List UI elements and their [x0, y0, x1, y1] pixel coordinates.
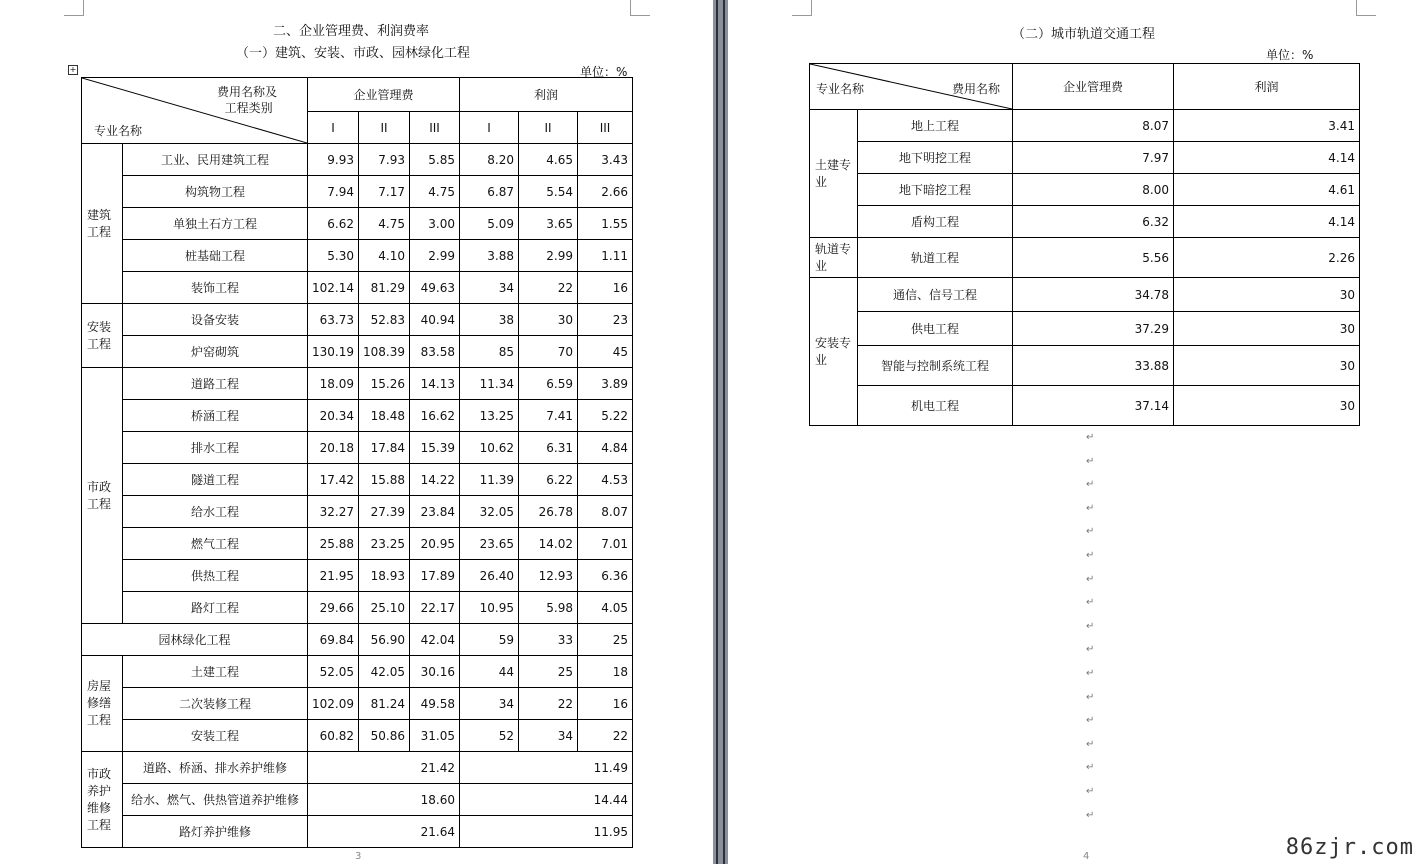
rate-value: 15.88 [359, 464, 410, 496]
header-category: II [359, 112, 410, 144]
rate-value: 3.41 [1174, 110, 1360, 142]
rate-value: 5.85 [410, 144, 460, 176]
rate-value: 1.55 [578, 208, 633, 240]
rate-value: 30 [1174, 346, 1360, 386]
diagonal-header-cell [82, 78, 308, 144]
paragraph-mark-icon: ↵ [1086, 597, 1095, 609]
rate-value: 8.07 [1013, 110, 1174, 142]
paragraph-mark-icon: ↵ [1086, 738, 1095, 750]
rate-value: 11.39 [460, 464, 519, 496]
paragraph-mark-icon: ↵ [1086, 526, 1095, 538]
rate-value: 18.93 [359, 560, 410, 592]
table-row [82, 560, 633, 592]
table-row [82, 624, 633, 656]
item-name: 桩基础工程 [123, 240, 308, 272]
header-fee-name-line2: 工程类别 [224, 101, 273, 115]
rate-value: 5.09 [460, 208, 519, 240]
item-name: 二次装修工程 [123, 688, 308, 720]
rate-value: 81.29 [359, 272, 410, 304]
table-row [82, 496, 633, 528]
rate-value-merged: 11.95 [460, 816, 633, 848]
item-name: 道路、桥涵、排水养护维修 [123, 752, 308, 784]
margin-corner-mark [792, 0, 812, 16]
rate-value: 16.62 [410, 400, 460, 432]
rate-value: 44 [460, 656, 519, 688]
table-row [82, 688, 633, 720]
table-row [82, 240, 633, 272]
paragraph-mark-icon: ↵ [1086, 432, 1095, 443]
rate-value-merged: 21.42 [308, 752, 460, 784]
rate-value: 38 [460, 304, 519, 336]
item-name: 给水工程 [123, 496, 308, 528]
rate-value: 2.66 [578, 176, 633, 208]
item-name: 隧道工程 [123, 464, 308, 496]
rate-value: 10.95 [460, 592, 519, 624]
document-page-4 [728, 0, 1420, 864]
paragraph-mark-icon: ↵ [1086, 809, 1095, 821]
item-name: 路灯养护维修 [123, 816, 308, 848]
rate-value-merged: 18.60 [308, 784, 460, 816]
rate-value: 22 [519, 272, 578, 304]
rate-value: 7.93 [359, 144, 410, 176]
rate-value: 15.39 [410, 432, 460, 464]
rate-value: 130.19 [308, 336, 359, 368]
table-row [82, 816, 633, 848]
rate-value: 22 [578, 720, 633, 752]
rate-value: 17.42 [308, 464, 359, 496]
rate-value: 22 [519, 688, 578, 720]
rate-value: 17.89 [410, 560, 460, 592]
table-header-row [82, 78, 633, 112]
margin-corner-mark [630, 0, 650, 16]
rate-value: 45 [578, 336, 633, 368]
group-label: 市政工程 [82, 368, 123, 624]
rate-value: 18.09 [308, 368, 359, 400]
group-label: 土建专业 [810, 110, 858, 238]
page-number: 3 [355, 851, 362, 862]
paragraph-mark-icon: ↵ [1086, 620, 1095, 632]
header-category: III [578, 112, 633, 144]
rate-value: 4.10 [359, 240, 410, 272]
rate-value: 20.34 [308, 400, 359, 432]
rate-value: 5.98 [519, 592, 578, 624]
rate-value: 3.65 [519, 208, 578, 240]
rate-value: 4.61 [1174, 174, 1360, 206]
rate-value: 18.48 [359, 400, 410, 432]
rate-value: 4.84 [578, 432, 633, 464]
table-row [82, 272, 633, 304]
rate-value: 14.02 [519, 528, 578, 560]
item-name: 机电工程 [858, 386, 1013, 426]
rate-value: 25 [519, 656, 578, 688]
diagonal-header-cell [810, 64, 1013, 110]
rate-value: 2.26 [1174, 238, 1360, 278]
rate-value: 8.07 [578, 496, 633, 528]
table-row [82, 528, 633, 560]
item-name: 排水工程 [123, 432, 308, 464]
table-row [810, 142, 1360, 174]
paragraph-mark-icon: ↵ [1086, 691, 1095, 703]
rate-value: 3.43 [578, 144, 633, 176]
item-name: 园林绿化工程 [82, 624, 308, 656]
header-specialty: 专业名称 [94, 124, 143, 138]
item-name: 智能与控制系统工程 [858, 346, 1013, 386]
header-category: III [410, 112, 460, 144]
table-row [82, 176, 633, 208]
rate-value: 60.82 [308, 720, 359, 752]
group-label: 安装专业 [810, 278, 858, 426]
rate-value: 83.58 [410, 336, 460, 368]
fee-rate-table-rail-transit [809, 63, 1360, 426]
rate-value: 7.17 [359, 176, 410, 208]
item-name: 道路工程 [123, 368, 308, 400]
rate-value: 4.75 [410, 176, 460, 208]
item-name: 土建工程 [123, 656, 308, 688]
table-row [810, 386, 1360, 426]
rate-value: 34 [519, 720, 578, 752]
rate-value: 22.17 [410, 592, 460, 624]
table-row [810, 238, 1360, 278]
item-name: 装饰工程 [123, 272, 308, 304]
rate-value: 33.88 [1013, 346, 1174, 386]
paragraph-mark-icon: ↵ [1086, 502, 1095, 514]
header-management-fee: 企业管理费 [308, 78, 460, 112]
fee-rate-table-construction [81, 77, 633, 848]
rate-value: 31.05 [410, 720, 460, 752]
rate-value: 4.14 [1174, 142, 1360, 174]
rate-value: 30 [1174, 278, 1360, 312]
rate-value: 34 [460, 688, 519, 720]
group-label: 建筑工程 [82, 144, 123, 304]
rate-value: 8.20 [460, 144, 519, 176]
section-title: 二、企业管理费、利润费率 [273, 24, 430, 39]
table-row [82, 720, 633, 752]
margin-corner-mark [64, 0, 84, 16]
table-row [82, 304, 633, 336]
rate-value: 50.86 [359, 720, 410, 752]
subsection-title: （二）城市轨道交通工程 [1012, 27, 1156, 42]
rate-value: 20.18 [308, 432, 359, 464]
item-name: 单独土石方工程 [123, 208, 308, 240]
table-move-handle-icon[interactable]: + [69, 65, 77, 74]
rate-value: 26.78 [519, 496, 578, 528]
paragraph-mark-icon: ↵ [1086, 762, 1095, 774]
rate-value: 70 [519, 336, 578, 368]
header-category: II [519, 112, 578, 144]
header-fee-name: 费用名称 [951, 82, 1000, 96]
rate-value: 6.22 [519, 464, 578, 496]
header-fee-name [217, 84, 277, 116]
rate-value: 32.27 [308, 496, 359, 528]
header-category: I [460, 112, 519, 144]
rate-value: 56.90 [359, 624, 410, 656]
item-name: 桥涵工程 [123, 400, 308, 432]
rate-value: 30 [519, 304, 578, 336]
rate-value: 3.88 [460, 240, 519, 272]
page-number: 4 [1083, 851, 1090, 862]
rate-value: 2.99 [410, 240, 460, 272]
item-name: 轨道工程 [858, 238, 1013, 278]
paragraph-mark-icon: ↵ [1086, 455, 1095, 467]
rate-value: 18 [578, 656, 633, 688]
group-label: 安装工程 [82, 304, 123, 368]
rate-value: 59 [460, 624, 519, 656]
watermark-text: 86zjr.com [1285, 835, 1414, 860]
rate-value: 52.05 [308, 656, 359, 688]
rate-value: 5.30 [308, 240, 359, 272]
table-row [810, 312, 1360, 346]
table-header-row [810, 64, 1360, 110]
rate-value: 13.25 [460, 400, 519, 432]
rate-value: 20.95 [410, 528, 460, 560]
header-profit: 利润 [1174, 64, 1360, 110]
table-row [82, 656, 633, 688]
table-row [810, 110, 1360, 142]
item-name: 地下暗挖工程 [858, 174, 1013, 206]
subsection-title: （一）建筑、安装、市政、园林绿化工程 [236, 46, 471, 61]
rate-value: 30 [1174, 386, 1360, 426]
item-name: 盾构工程 [858, 206, 1013, 238]
rate-value: 81.24 [359, 688, 410, 720]
rate-value: 6.32 [1013, 206, 1174, 238]
table-row [82, 752, 633, 784]
item-name: 供电工程 [858, 312, 1013, 346]
rate-value: 1.11 [578, 240, 633, 272]
rate-value: 3.89 [578, 368, 633, 400]
rate-value: 7.01 [578, 528, 633, 560]
rate-value: 15.26 [359, 368, 410, 400]
rate-value: 3.00 [410, 208, 460, 240]
rate-value: 14.22 [410, 464, 460, 496]
rate-value: 49.63 [410, 272, 460, 304]
rate-value-merged: 21.64 [308, 816, 460, 848]
item-name: 通信、信号工程 [858, 278, 1013, 312]
rate-value: 30.16 [410, 656, 460, 688]
table-row [82, 400, 633, 432]
rate-value: 4.65 [519, 144, 578, 176]
paragraph-mark-icon: ↵ [1086, 667, 1095, 679]
rate-value: 33 [519, 624, 578, 656]
rate-value: 102.09 [308, 688, 359, 720]
rate-value: 25.88 [308, 528, 359, 560]
rate-value: 69.84 [308, 624, 359, 656]
table-row [82, 368, 633, 400]
table-row [82, 208, 633, 240]
rate-value: 63.73 [308, 304, 359, 336]
header-specialty: 专业名称 [816, 82, 865, 96]
margin-corner-mark [1356, 0, 1376, 16]
rate-value: 85 [460, 336, 519, 368]
table-row [82, 144, 633, 176]
item-name: 给水、燃气、供热管道养护维修 [123, 784, 308, 816]
item-name: 设备安装 [123, 304, 308, 336]
rate-value: 23.84 [410, 496, 460, 528]
rate-value: 5.22 [578, 400, 633, 432]
rate-value: 29.66 [308, 592, 359, 624]
rate-value: 21.95 [308, 560, 359, 592]
paragraph-mark-icon: ↵ [1086, 715, 1095, 727]
table-row [82, 432, 633, 464]
rate-value: 4.14 [1174, 206, 1360, 238]
rate-value: 25 [578, 624, 633, 656]
rate-value: 52 [460, 720, 519, 752]
table-row [810, 346, 1360, 386]
rate-value: 6.31 [519, 432, 578, 464]
rate-value: 6.87 [460, 176, 519, 208]
group-label: 轨道专业 [810, 238, 858, 278]
rate-value: 16 [578, 272, 633, 304]
rate-value: 4.05 [578, 592, 633, 624]
rate-value: 34 [460, 272, 519, 304]
item-name: 炉窑砌筑 [123, 336, 308, 368]
rate-value: 14.13 [410, 368, 460, 400]
rate-value: 32.05 [460, 496, 519, 528]
table-row [82, 336, 633, 368]
rate-value: 7.97 [1013, 142, 1174, 174]
rate-value: 26.40 [460, 560, 519, 592]
empty-paragraph-marks [1086, 433, 1094, 834]
paragraph-mark-icon: ↵ [1086, 479, 1095, 491]
unit-label: 单位：% [580, 65, 628, 79]
table-row [810, 174, 1360, 206]
rate-value: 10.62 [460, 432, 519, 464]
rate-value: 37.14 [1013, 386, 1174, 426]
paragraph-mark-icon: ↵ [1086, 785, 1095, 797]
rate-value: 6.62 [308, 208, 359, 240]
header-profit: 利润 [460, 78, 633, 112]
item-name: 地下明挖工程 [858, 142, 1013, 174]
rate-value: 4.75 [359, 208, 410, 240]
paragraph-mark-icon: ↵ [1086, 644, 1095, 656]
rate-value: 7.41 [519, 400, 578, 432]
rate-value: 30 [1174, 312, 1360, 346]
rate-value: 4.53 [578, 464, 633, 496]
rate-value: 23.65 [460, 528, 519, 560]
item-name: 燃气工程 [123, 528, 308, 560]
item-name: 地上工程 [858, 110, 1013, 142]
table-row [82, 592, 633, 624]
table-row [810, 278, 1360, 312]
rate-value: 2.99 [519, 240, 578, 272]
table-row [82, 784, 633, 816]
rate-value: 102.14 [308, 272, 359, 304]
rate-value-merged: 11.49 [460, 752, 633, 784]
rate-value: 6.59 [519, 368, 578, 400]
rate-value: 16 [578, 688, 633, 720]
group-label: 市政养护维修工程 [82, 752, 123, 848]
paragraph-mark-icon: ↵ [1086, 549, 1095, 561]
item-name: 工业、民用建筑工程 [123, 144, 308, 176]
rate-value: 23.25 [359, 528, 410, 560]
rate-value: 8.00 [1013, 174, 1174, 206]
page-gutter [713, 0, 728, 864]
rate-value: 42.05 [359, 656, 410, 688]
rate-value: 108.39 [359, 336, 410, 368]
unit-label: 单位：% [1266, 48, 1314, 62]
paragraph-mark-icon: ↵ [1086, 573, 1095, 585]
rate-value: 40.94 [410, 304, 460, 336]
rate-value: 37.29 [1013, 312, 1174, 346]
rate-value: 49.58 [410, 688, 460, 720]
rate-value: 27.39 [359, 496, 410, 528]
rate-value: 25.10 [359, 592, 410, 624]
rate-value: 11.34 [460, 368, 519, 400]
header-fee-name-line1: 费用名称及 [216, 85, 277, 99]
group-label: 房屋修缮工程 [82, 656, 123, 752]
rate-value: 7.94 [308, 176, 359, 208]
rate-value: 52.83 [359, 304, 410, 336]
item-name: 安装工程 [123, 720, 308, 752]
rate-value: 17.84 [359, 432, 410, 464]
rate-value: 23 [578, 304, 633, 336]
rate-value: 6.36 [578, 560, 633, 592]
rate-value: 42.04 [410, 624, 460, 656]
item-name: 路灯工程 [123, 592, 308, 624]
rate-value: 34.78 [1013, 278, 1174, 312]
rate-value: 9.93 [308, 144, 359, 176]
table-row [82, 464, 633, 496]
rate-value: 5.54 [519, 176, 578, 208]
table-row [810, 206, 1360, 238]
rate-value: 5.56 [1013, 238, 1174, 278]
header-management-fee: 企业管理费 [1013, 64, 1174, 110]
rate-value: 12.93 [519, 560, 578, 592]
item-name: 供热工程 [123, 560, 308, 592]
header-category: I [308, 112, 359, 144]
rate-value-merged: 14.44 [460, 784, 633, 816]
item-name: 构筑物工程 [123, 176, 308, 208]
